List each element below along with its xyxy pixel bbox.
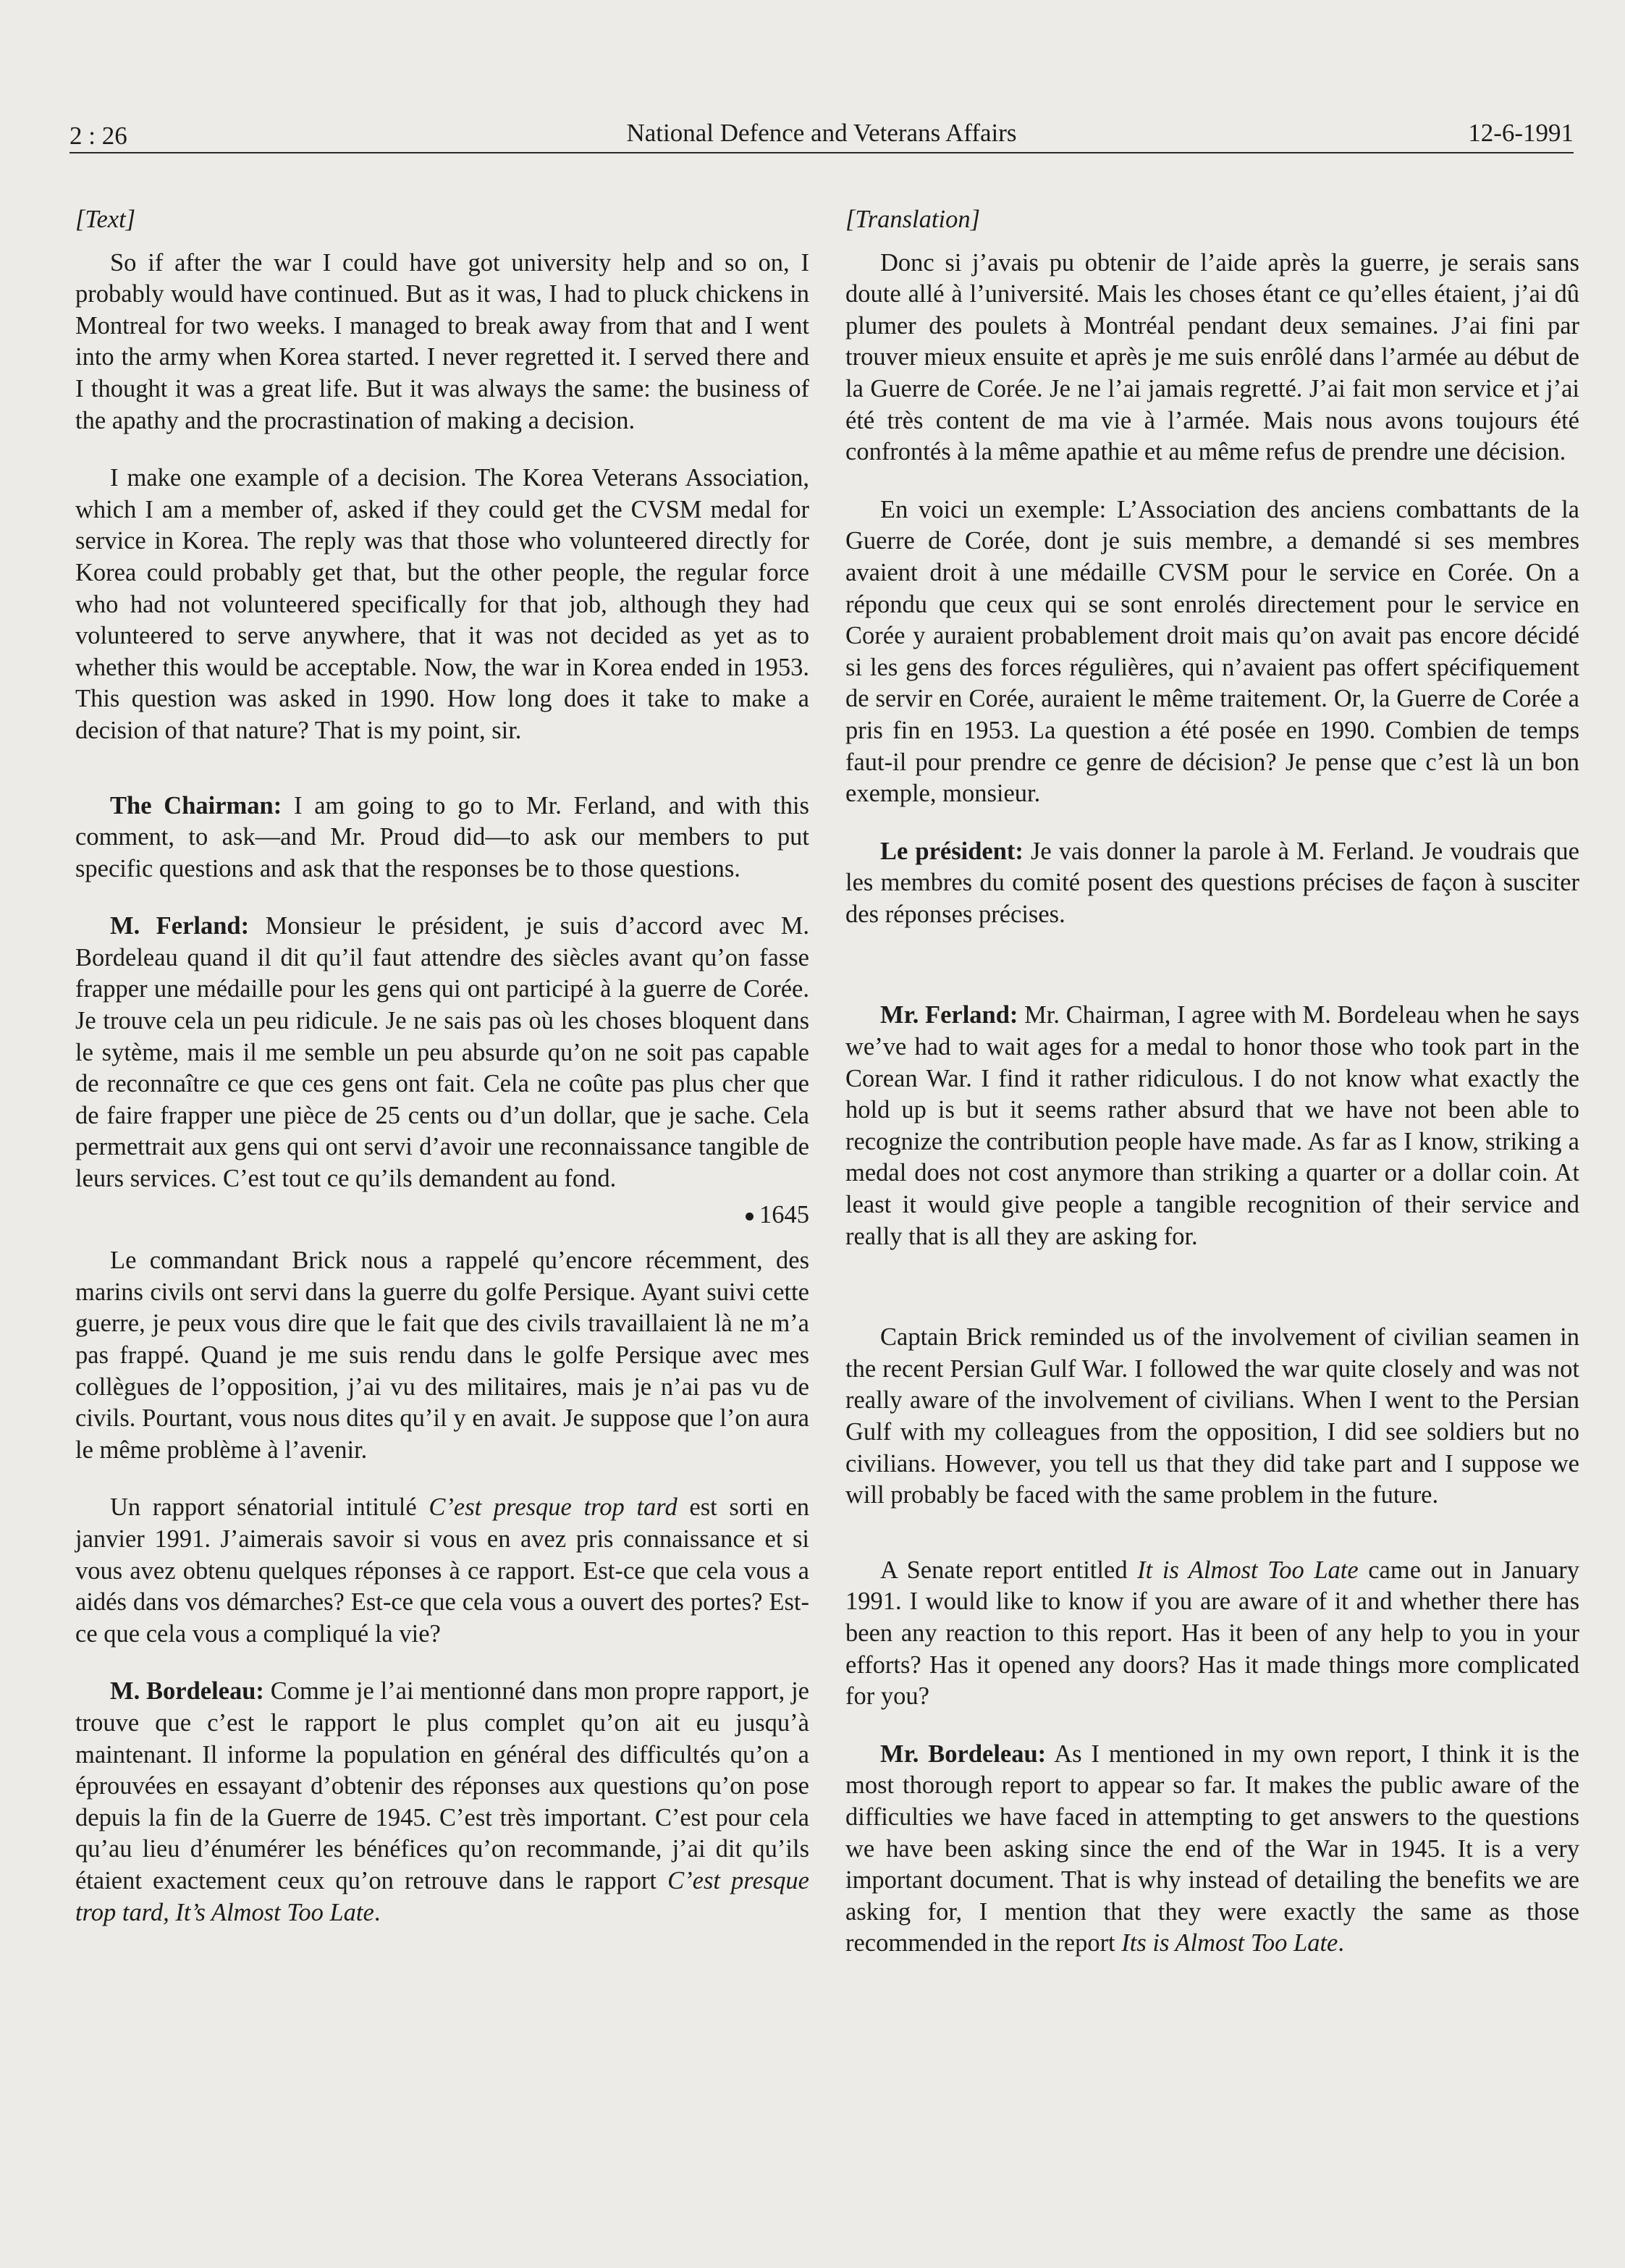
paragraph-senate-report bbox=[845, 1555, 1579, 1713]
paragraph-ferland bbox=[75, 911, 809, 1194]
paragraph-bordeleau bbox=[845, 1739, 1579, 1960]
running-title: National Defence and Veterans Affairs bbox=[626, 119, 1017, 147]
report-title: Its is Almost Too Late bbox=[1121, 1929, 1338, 1957]
paragraph-1: So if after the war I could have got university help and so on, I probably would have continued. But as it was, I had to pluck chickens in Montreal for two weeks. I managed to break away from that and I went into the army when Korea started. I never regretted it. I served there and I thought it was a great life. But it was always the same: the business of the apathy and the procrastination of making a decision. bbox=[75, 248, 809, 434]
left-column-original-text bbox=[75, 204, 809, 1928]
speech-text: Mr. Chairman, I agree with M. Bordeleau when he says we’ve had to wait ages for a medal to honor those who took part in the Corean War. I find it rather ridiculous. I do not know what exactly the hold up is but it seems rather absurd that we have not been able to recognize the contribution people have made. As far as I know, striking a medal does not cost anymore than striking a quarter or a dollar coin. At least it would give people a tangible recognition of their service and really that is all they are asking for. bbox=[845, 1001, 1579, 1250]
report-title: C’est presque trop tard bbox=[429, 1493, 678, 1522]
paragraph-2: En voici un exemple: L’Association des anciens combattants de la Guerre de Corée, dont je suis membre, a demandé si ses membres avaient droit à une médaille CVSM pour le service en Corée. On a répondu que ceux qui se sont enrolés directement pour le service en Corée y auraient probablement droit mais qu’on avait pas encore décidé si les gens des forces régulières, qui n’avaient pas offert spécifiquement de servir en Corée, auraient le même traitement. Or, la Guerre de Corée a pris fin en 1953. La question a été posée en 1990. Combien de temps faut-il pour prendre ce genre de décision? Je pense que c’est là un bon exemple, monsieur. bbox=[845, 495, 1579, 808]
text-run: came out in January 1991. I would like to know if you are aware of it and whether there has been any reaction to this report. Has it been of any help to you in your efforts? Has it opened any doors? Has it made things more complicated for you? bbox=[845, 1556, 1579, 1711]
speech-text: As I mentioned in my own report, I think it is the most thorough report to appear so far. It makes the public aware of the difficulties we have faced in attempting to get answers to the questions we have been asking since the end of the War in 1945. It is a very important document. That is why instead of detailing the benefits we are asking for, I mention that they were exactly the same as those recommended in the report bbox=[845, 1740, 1579, 1957]
paragraph-president bbox=[845, 836, 1579, 931]
paragraph-brick: Le commandant Brick nous a rappelé qu’encore récemment, des marins civils ont servi dans la guerre du golfe Persique. Ayant suivi cette guerre, je peux vous dire que le fait que des civils travaillaient là ne m’a pas frappé. Quand je me suis rendu dans le golfe Persique avec mes collègues de l’opposition, j’ai vu des militaires, mais je n’ai pas vu de civils. Pourtant, vous nous dites qu’il y en avait. Je suppose que l’on aura le même problème à l’avenir. bbox=[75, 1247, 809, 1464]
text-label: [Text] bbox=[75, 206, 136, 233]
speaker-name: The Chairman: bbox=[110, 791, 282, 819]
right-column-translation bbox=[845, 204, 1579, 1960]
translation-label: [Translation] bbox=[845, 206, 980, 233]
speaker-name: M. Bordeleau: bbox=[110, 1677, 264, 1706]
speech-text: Comme je l’ai mentionné dans mon propre rapport, je trouve que c’est le rapport le plus complet qu’on ait eu jusqu’à maintenant. Il informe la population en général des difficultés qu’on a éprouvées en essayant d’obtenir des réponses aux questions qu’on pose depuis la fin de la Guerre de 1945. C’est très important. C’est pour cela qu’au lieu d’énumérer les bénéfices qu’on recommande, j’ai dit qu’ils étaient exactement ceux qu’on retrouve dans le rapport bbox=[75, 1677, 809, 1894]
bullet-icon bbox=[746, 1213, 754, 1221]
report-title: C’est presque trop tard, It’s Almost Too Late bbox=[75, 1866, 809, 1926]
text-run: A Senate report entitled bbox=[880, 1556, 1138, 1584]
time-marker-value: 1645 bbox=[759, 1200, 809, 1228]
text-run: Un rapport sénatorial intitulé bbox=[110, 1493, 429, 1522]
paragraph-brick: Captain Brick reminded us of the involvement of civilian seamen in the recent Persian Gulf War. I followed the war quite closely and was not really aware of the involvement of civilians. When I went to the Persian Gulf with my colleagues from the opposition, I did see soldiers but no civilians. However, you tell us that they did take part and I suppose we will probably be faced with the same problem in the future. bbox=[845, 1323, 1579, 1509]
paragraph-ferland bbox=[845, 1000, 1579, 1252]
speech-text: I am going to go to Mr. Ferland, and with this comment, to ask—and Mr. Proud did—to ask our members to put specific questions and ask that the responses be to those questions. bbox=[75, 791, 809, 882]
page-number: 2 : 26 bbox=[69, 122, 127, 150]
paragraph-bordeleau bbox=[75, 1676, 809, 1928]
text-run: . bbox=[373, 1898, 381, 1926]
speech-text: Monsieur le président, je suis d’accord avec M. Bordeleau quand il dit qu’il faut attendre des siècles avant qu’on fasse frapper une médaille pour les gens qui ont participé à la guerre de Corée. Je trouve cela un peu ridicule. Je ne sais pas où les choses bloquent dans le sytème, mais il me semble un peu absurde qu’on ne soit pas capable de reconnaître ce que ces gens ont fait. Cela ne coûte pas plus cher que de faire frapper une pièce de 25 cents ou d’un dollar, que je sache. Cela permettrait aux gens qui ont servi d’avoir une reconnaissance tangible de leurs services. C’est tout ce qu’ils demandent au fond. bbox=[75, 912, 810, 1193]
paragraph-2: I make one example of a decision. The Korea Veterans Association, which I am a member of, asked if they could get the CVSM medal for service in Korea. The reply was that those who volunteered directly for Korea could probably get that, but the other people, the regular force who had not volunteered specifically for that job, although they had volunteered to serve anywhere, that it was not decided as yet as to whether this would be acceptable. Now, the war in Korea ended in 1953. This question was asked in 1990. How long does it take to make a decision of that nature? That is my point, sir. bbox=[75, 464, 809, 744]
text-run: est sorti en janvier 1991. J’aimerais savoir si vous en avez pris connaissance et si vous avez obtenu quelques réponses à ce rapport. Est-ce que cela vous a aidés dans vos démarches? Est-ce que cela vous a ouvert des portes? Est-ce que cela vous a compliqué la vie? bbox=[75, 1493, 810, 1648]
paragraph-senate-report bbox=[75, 1492, 809, 1650]
paragraph-chairman bbox=[75, 791, 809, 885]
speaker-name: M. Ferland: bbox=[110, 912, 250, 940]
speaker-name: Mr. Ferland: bbox=[880, 1001, 1018, 1029]
speaker-name: Le président: bbox=[880, 837, 1023, 865]
speech-text: Je vais donner la parole à M. Ferland. Je voudrais que les membres du comité posent des questions précises de façon à susciter des réponses précises. bbox=[845, 837, 1579, 928]
paragraph-1: Donc si j’avais pu obtenir de l’aide après la guerre, je serais sans doute allé à l’université. Mais les choses étant ce qu’elles étaient, j’ai dû plumer des poulets à Montréal pendant deux semaines. J’ai fini par trouver mieux ensuite et après je me suis enrôlé dans l’armée au début de la Guerre de Corée. Je ne l’ai jamais regretté. J’ai fait mon service et j’ai été très content de ma vie à l’armée. Mais nous avons toujours été confrontés à la même apathie et au même refus de prendre une décision. bbox=[845, 248, 1579, 466]
text-run: . bbox=[1338, 1929, 1344, 1957]
header-date: 12-6-1991 bbox=[1468, 119, 1574, 147]
page-header bbox=[69, 116, 1574, 153]
time-marker bbox=[75, 1200, 809, 1231]
speaker-name: Mr. Bordeleau: bbox=[880, 1740, 1047, 1768]
report-title: It is Almost Too Late bbox=[1137, 1556, 1359, 1584]
